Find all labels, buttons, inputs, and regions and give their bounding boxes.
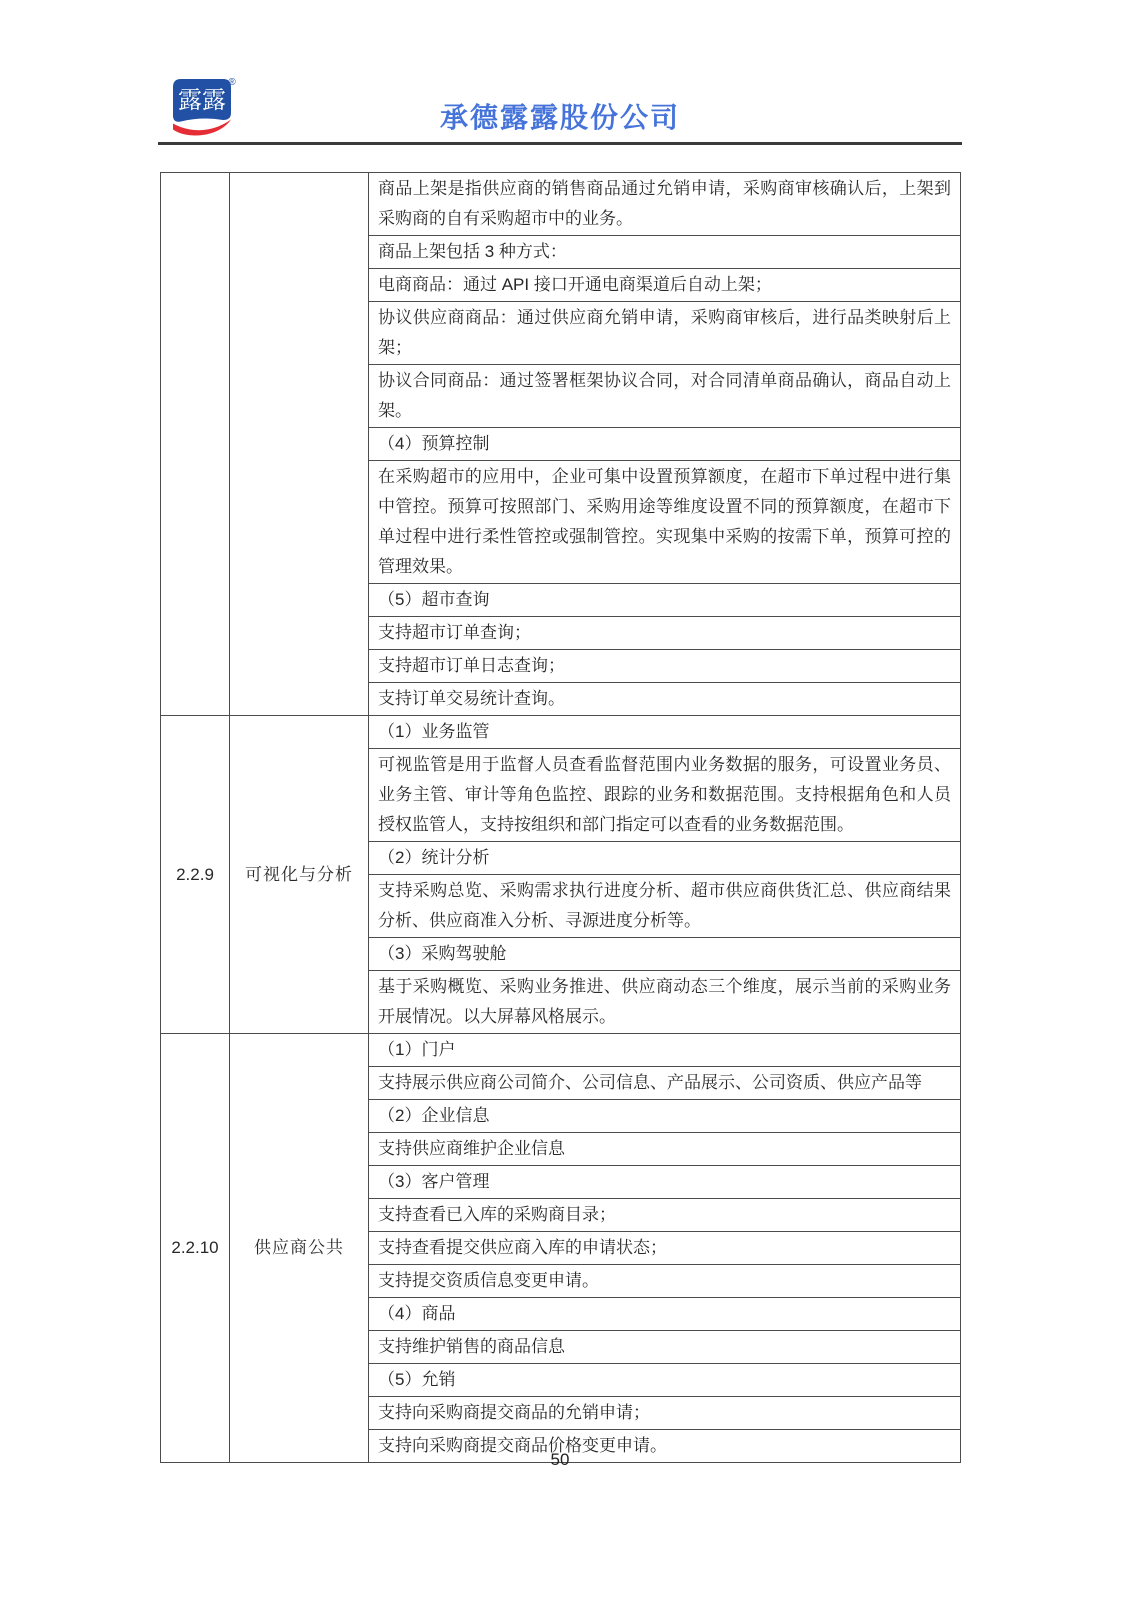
content-cell: 协议合同商品：通过签署框架协议合同，对合同清单商品确认，商品自动上架。: [369, 365, 961, 428]
content-cell: 商品上架是指供应商的销售商品通过允销申请，采购商审核确认后，上架到采购商的自有采购超市中的业务。: [369, 173, 961, 236]
content-cell: （5）超市查询: [369, 584, 961, 617]
content-cell: 支持查看提交供应商入库的申请状态；: [369, 1232, 961, 1265]
content-cell: （2）企业信息: [369, 1100, 961, 1133]
logo-registered-icon: ®: [228, 77, 236, 88]
section-number-cell: 2.2.9: [161, 716, 230, 1034]
content-cell: 支持向采购商提交商品价格变更申请。: [369, 1430, 961, 1463]
content-cell: 支持超市订单日志查询；: [369, 650, 961, 683]
content-cell: （2）统计分析: [369, 842, 961, 875]
page-number: 50: [550, 1450, 570, 1469]
company-title: 承德露露股份公司: [439, 102, 680, 133]
content-cell: 支持展示供应商公司简介、公司信息、产品展示、公司资质、供应产品等: [369, 1067, 961, 1100]
content-cell: 在采购超市的应用中，企业可集中设置预算额度，在超市下单过程中进行集中管控。预算可按照部门、采购用途等维度设置不同的预算额度，在超市下单过程中进行柔性管控或强制管控。实现集中采购的按需下单，预算可控的管理效果。: [369, 461, 961, 584]
content-cell: 基于采购概览、采购业务推进、供应商动态三个维度，展示当前的采购业务开展情况。以大屏幕风格展示。: [369, 971, 961, 1034]
content-cell: （4）预算控制: [369, 428, 961, 461]
content-cell: 支持供应商维护企业信息: [369, 1133, 961, 1166]
requirements-table: [160, 172, 961, 1463]
content-cell: （4）商品: [369, 1298, 961, 1331]
table-row: [161, 1034, 961, 1067]
section-number-cell: [161, 173, 230, 716]
section-name-cell: 供应商公共: [230, 1034, 369, 1463]
content-cell: （3）客户管理: [369, 1166, 961, 1199]
content-cell: （1）门户: [369, 1034, 961, 1067]
content-cell: 支持向采购商提交商品的允销申请；: [369, 1397, 961, 1430]
table-row: [161, 173, 961, 236]
content-cell: 可视监管是用于监督人员查看监督范围内业务数据的服务，可设置业务员、业务主管、审计等角色监控、跟踪的业务和数据范围。支持根据角色和人员授权监管人，支持按组织和部门指定可以查看的业务数据范围。: [369, 749, 961, 842]
content-cell: 支持提交资质信息变更申请。: [369, 1265, 961, 1298]
content-cell: 协议供应商商品：通过供应商允销申请，采购商审核后，进行品类映射后上架；: [369, 302, 961, 365]
header-divider: [158, 142, 962, 145]
content-cell: 商品上架包括 3 种方式：: [369, 236, 961, 269]
content-cell: 支持维护销售的商品信息: [369, 1331, 961, 1364]
section-name-cell: 可视化与分析: [230, 716, 369, 1034]
content-cell: 支持订单交易统计查询。: [369, 683, 961, 716]
content-cell: （5）允销: [369, 1364, 961, 1397]
content-cell: 电商商品：通过 API 接口开通电商渠道后自动上架；: [369, 269, 961, 302]
content-cell: （3）采购驾驶舱: [369, 938, 961, 971]
table-row: [161, 716, 961, 749]
section-name-cell: [230, 173, 369, 716]
content-cell: 支持超市订单查询；: [369, 617, 961, 650]
logo-characters: 露露: [178, 87, 226, 114]
section-number-cell: 2.2.10: [161, 1034, 230, 1463]
content-cell: 支持查看已入库的采购商目录；: [369, 1199, 961, 1232]
content-cell: （1）业务监管: [369, 716, 961, 749]
content-cell: 支持采购总览、采购需求执行进度分析、超市供应商供货汇总、供应商结果分析、供应商准入分析、寻源进度分析等。: [369, 875, 961, 938]
